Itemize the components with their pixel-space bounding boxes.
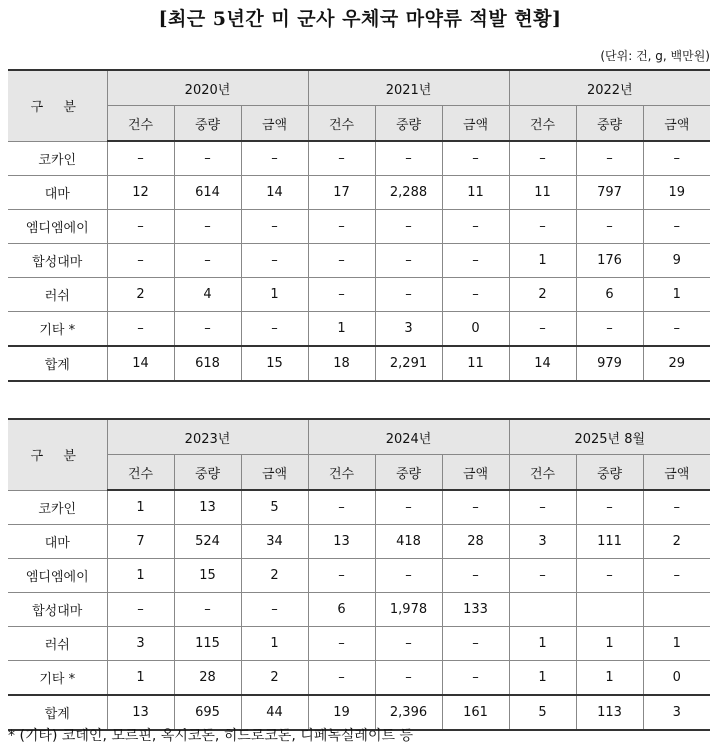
year-header: 2025년 8월 <box>509 419 710 455</box>
year-header: 2022년 <box>509 70 710 106</box>
document-title: [최근 5년간 미 군사 우체국 마약류 적발 현황] <box>158 8 562 30</box>
weight-header: 중량 <box>174 106 241 142</box>
table-cell: – <box>308 278 375 312</box>
table-cell: 14 <box>107 346 174 381</box>
table-cell: – <box>643 210 710 244</box>
table-cell: – <box>375 627 442 661</box>
count-header: 건수 <box>509 106 576 142</box>
table-cell: 0 <box>643 661 710 696</box>
amount-header: 금액 <box>241 455 308 491</box>
table-cell: – <box>107 141 174 176</box>
drug-type-label: 합성대마 <box>8 244 107 278</box>
table-row <box>8 525 710 559</box>
table-cell: 3 <box>643 695 710 730</box>
drug-type-label: 기타 * <box>8 312 107 347</box>
table-cell: 28 <box>442 525 509 559</box>
category-header: 구 분 <box>8 70 107 141</box>
count-header: 건수 <box>509 455 576 491</box>
table-cell: 5 <box>509 695 576 730</box>
table-cell: – <box>107 593 174 627</box>
table-cell: – <box>375 490 442 525</box>
table-cell: – <box>509 490 576 525</box>
table-cell: – <box>174 141 241 176</box>
table-cell: 1 <box>643 627 710 661</box>
table-cell: 524 <box>174 525 241 559</box>
table-cell: – <box>174 210 241 244</box>
table-cell: – <box>241 141 308 176</box>
table-cell: 1 <box>241 278 308 312</box>
table-cell: – <box>241 593 308 627</box>
drug-type-label: 기타 * <box>8 661 107 696</box>
table-row <box>8 593 710 627</box>
table-row <box>8 278 710 312</box>
table-cell: 14 <box>241 176 308 210</box>
table-cell: 133 <box>442 593 509 627</box>
drug-type-label: 엠디엠에이 <box>8 210 107 244</box>
table-cell: 797 <box>576 176 643 210</box>
table-cell: 29 <box>643 346 710 381</box>
table-cell: 618 <box>174 346 241 381</box>
table-cell: 1 <box>576 661 643 696</box>
unit-note: (단위: 건, g, 백만원) <box>600 49 710 63</box>
table-cell: 4 <box>174 278 241 312</box>
total-label: 합계 <box>8 346 107 381</box>
table-cell: 2,288 <box>375 176 442 210</box>
table-cell: 12 <box>107 176 174 210</box>
table-cell: – <box>174 244 241 278</box>
amount-header: 금액 <box>643 455 710 491</box>
drug-type-label: 대마 <box>8 176 107 210</box>
table-cell: 979 <box>576 346 643 381</box>
table-cell: 113 <box>576 695 643 730</box>
table-cell: – <box>442 627 509 661</box>
table-cell: 2,291 <box>375 346 442 381</box>
table-cell: 2,396 <box>375 695 442 730</box>
table-cell: – <box>576 141 643 176</box>
table-cell: – <box>241 312 308 347</box>
table-cell: – <box>308 210 375 244</box>
table-cell: 2 <box>643 525 710 559</box>
table-cell: – <box>442 661 509 696</box>
weight-header: 중량 <box>375 455 442 491</box>
table-cell: 1 <box>509 244 576 278</box>
table-cell: 11 <box>509 176 576 210</box>
year-header: 2020년 <box>107 70 308 106</box>
table-cell: 6 <box>308 593 375 627</box>
table-cell: 34 <box>241 525 308 559</box>
drug-type-label: 코카인 <box>8 141 107 176</box>
table-cell: – <box>509 312 576 347</box>
table-cell: 13 <box>174 490 241 525</box>
table-cell: 6 <box>576 278 643 312</box>
table-cell: 9 <box>643 244 710 278</box>
table-cell: – <box>174 312 241 347</box>
table-cell: 1 <box>576 627 643 661</box>
table-cell: 1 <box>107 661 174 696</box>
table-row <box>8 627 710 661</box>
weight-header: 중량 <box>375 106 442 142</box>
table-cell: – <box>375 559 442 593</box>
table-cell: 0 <box>442 312 509 347</box>
table-cell: – <box>442 244 509 278</box>
count-header: 건수 <box>107 106 174 142</box>
table-cell: 1 <box>241 627 308 661</box>
table-cell: – <box>576 490 643 525</box>
table-cell: – <box>442 278 509 312</box>
table-cell: 161 <box>442 695 509 730</box>
amount-header: 금액 <box>442 455 509 491</box>
table-cell: – <box>308 490 375 525</box>
table-row <box>8 559 710 593</box>
weight-header: 중량 <box>174 455 241 491</box>
table-cell: 15 <box>174 559 241 593</box>
drug-type-label: 합성대마 <box>8 593 107 627</box>
amount-header: 금액 <box>643 106 710 142</box>
table-cell: – <box>107 312 174 347</box>
table-cell: 5 <box>241 490 308 525</box>
drug-seizure-table-2023-2025 <box>8 418 710 731</box>
table-cell: – <box>308 627 375 661</box>
table-row <box>8 210 710 244</box>
table-cell: 614 <box>174 176 241 210</box>
table-cell: – <box>576 312 643 347</box>
table-cell: – <box>308 141 375 176</box>
table-cell: 111 <box>576 525 643 559</box>
table-cell: 19 <box>643 176 710 210</box>
table-cell: – <box>442 490 509 525</box>
table-cell: – <box>375 210 442 244</box>
table-row <box>8 176 710 210</box>
table-cell: – <box>107 210 174 244</box>
table-cell: – <box>509 210 576 244</box>
table-cell: 2 <box>509 278 576 312</box>
table-cell: 115 <box>174 627 241 661</box>
count-header: 건수 <box>107 455 174 491</box>
table-cell: – <box>308 244 375 278</box>
year-header: 2024년 <box>308 419 509 455</box>
table-cell: 418 <box>375 525 442 559</box>
table-cell: 28 <box>174 661 241 696</box>
table-cell: 1 <box>107 490 174 525</box>
drug-type-label: 러쉬 <box>8 627 107 661</box>
table-cell: – <box>643 559 710 593</box>
table-cell: 17 <box>308 176 375 210</box>
drug-type-label: 엠디엠에이 <box>8 559 107 593</box>
table-cell: – <box>375 244 442 278</box>
table-cell: – <box>241 210 308 244</box>
amount-header: 금액 <box>442 106 509 142</box>
table-cell <box>643 593 710 627</box>
total-label: 합계 <box>8 695 107 730</box>
table-cell: – <box>643 490 710 525</box>
table-cell: 7 <box>107 525 174 559</box>
table-cell: 18 <box>308 346 375 381</box>
table-cell: 13 <box>308 525 375 559</box>
table-cell: – <box>375 141 442 176</box>
table-cell: – <box>308 661 375 696</box>
amount-header: 금액 <box>241 106 308 142</box>
count-header: 건수 <box>308 106 375 142</box>
table-cell: – <box>643 312 710 347</box>
table-cell: 695 <box>174 695 241 730</box>
table-cell: – <box>576 559 643 593</box>
table-cell: – <box>174 593 241 627</box>
table-cell: 1 <box>509 661 576 696</box>
drug-type-label: 러쉬 <box>8 278 107 312</box>
table-cell: 1 <box>308 312 375 347</box>
table-cell: 1 <box>107 559 174 593</box>
table-cell: 2 <box>241 559 308 593</box>
drug-type-label: 코카인 <box>8 490 107 525</box>
table-cell: – <box>442 559 509 593</box>
table-cell: – <box>442 210 509 244</box>
weight-header: 중량 <box>576 106 643 142</box>
table-cell: – <box>509 141 576 176</box>
table-cell: 176 <box>576 244 643 278</box>
table-cell: – <box>576 210 643 244</box>
table-cell: – <box>375 278 442 312</box>
total-row <box>8 346 710 381</box>
table-cell: 2 <box>107 278 174 312</box>
year-header: 2023년 <box>107 419 308 455</box>
table-cell: 19 <box>308 695 375 730</box>
table-cell: 15 <box>241 346 308 381</box>
table-cell: 1 <box>509 627 576 661</box>
table-cell: – <box>509 559 576 593</box>
table-row <box>8 312 710 347</box>
table-cell: 3 <box>375 312 442 347</box>
table-cell: – <box>442 141 509 176</box>
table-row <box>8 490 710 525</box>
table-cell: – <box>375 661 442 696</box>
table-cell: 2 <box>241 661 308 696</box>
table-cell: 1 <box>643 278 710 312</box>
category-header: 구 분 <box>8 419 107 490</box>
table-cell: 11 <box>442 176 509 210</box>
year-header: 2021년 <box>308 70 509 106</box>
table-cell: – <box>107 244 174 278</box>
table-cell: 1,978 <box>375 593 442 627</box>
table-cell: 44 <box>241 695 308 730</box>
table-cell: 3 <box>509 525 576 559</box>
weight-header: 중량 <box>576 455 643 491</box>
table-row <box>8 141 710 176</box>
table-row <box>8 661 710 696</box>
count-header: 건수 <box>308 455 375 491</box>
footnote: * (기타) 코데인, 모르핀, 옥시코돈, 히드로코돈, 디페녹실레이트 등 <box>8 728 413 744</box>
table-cell: – <box>643 141 710 176</box>
table-cell: 14 <box>509 346 576 381</box>
table-row <box>8 244 710 278</box>
table-cell: 11 <box>442 346 509 381</box>
table-cell <box>576 593 643 627</box>
table-cell <box>509 593 576 627</box>
drug-type-label: 대마 <box>8 525 107 559</box>
table-cell: 3 <box>107 627 174 661</box>
table-cell: 13 <box>107 695 174 730</box>
drug-seizure-table-2020-2022 <box>8 69 710 382</box>
table-cell: – <box>241 244 308 278</box>
table-cell: – <box>308 559 375 593</box>
